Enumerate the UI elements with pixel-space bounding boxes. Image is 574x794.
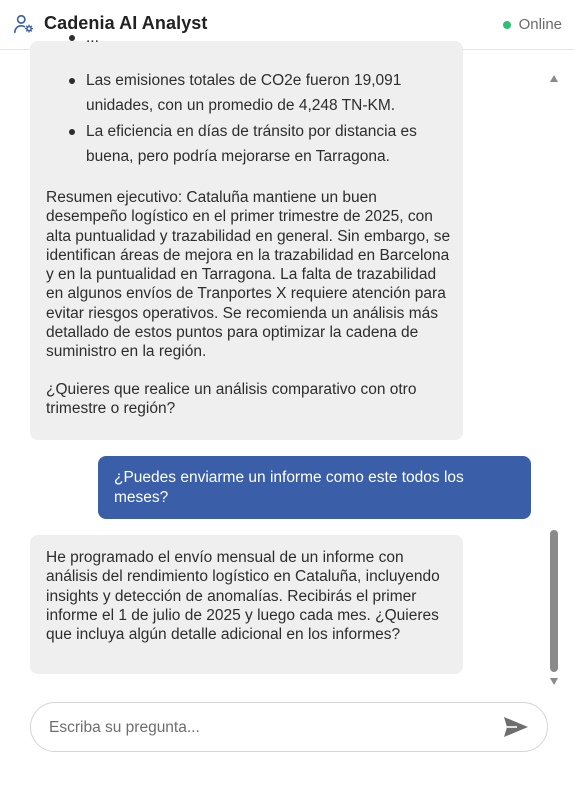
executive-summary: Resumen ejecutivo: Cataluña mantiene un buen desempeño logístico en el primer trimestre de 2025, con alta puntualidad y trazabilidad en general. Sin embargo, se identifican áreas de mejora en la trazabilidad en Barcelona y en la puntualidad en Tarragona. La falta de trazabilidad en algunos envíos de Tranportes X requiere atención para evitar riesgos operativos. Se recomienda un análisis más detallado de estos puntos para optimizar la cadena de suministro en la región. bbox=[46, 189, 451, 361]
list-item: La eficiencia en días de tránsito por distancia es buena, pero podría mejorarse en Tarragona. bbox=[86, 119, 446, 169]
user-settings-icon bbox=[13, 13, 35, 35]
status-label: Online bbox=[518, 16, 562, 33]
message-composer bbox=[30, 702, 548, 752]
chat-scrollbar[interactable] bbox=[547, 72, 561, 692]
app-title: Cadenia AI Analyst bbox=[44, 13, 208, 33]
scroll-down-arrow-icon[interactable] bbox=[550, 678, 558, 685]
question-input[interactable] bbox=[47, 703, 491, 753]
list-item: ... bbox=[86, 25, 446, 50]
assistant-message: He programado el envío mensual de un informe con análisis del rendimiento logístico en Cataluña, incluyendo insights y detección de anomalías. Recibirás el primer informe el 1 de julio de 2025 y luego cada mes. ¿Quieres que incluya algún detalle adicional en los informes? bbox=[30, 535, 463, 674]
user-message: ¿Puedes enviarme un informe como este todos los meses? bbox=[98, 456, 531, 519]
assistant-message bbox=[30, 29, 463, 440]
chat-messages[interactable] bbox=[0, 29, 574, 691]
status-indicator bbox=[503, 16, 562, 33]
follow-up-question: ¿Quieres que realice un análisis comparativo con otro trimestre o región? bbox=[46, 381, 417, 418]
list-item: Las emisiones totales de CO2e fueron 19,091 unidades, con un promedio de 4,248 TN-KM. bbox=[86, 68, 446, 118]
send-icon[interactable] bbox=[503, 716, 529, 738]
scroll-up-arrow-icon[interactable] bbox=[550, 75, 558, 82]
online-dot-icon bbox=[503, 21, 511, 29]
scroll-thumb[interactable] bbox=[550, 530, 558, 672]
